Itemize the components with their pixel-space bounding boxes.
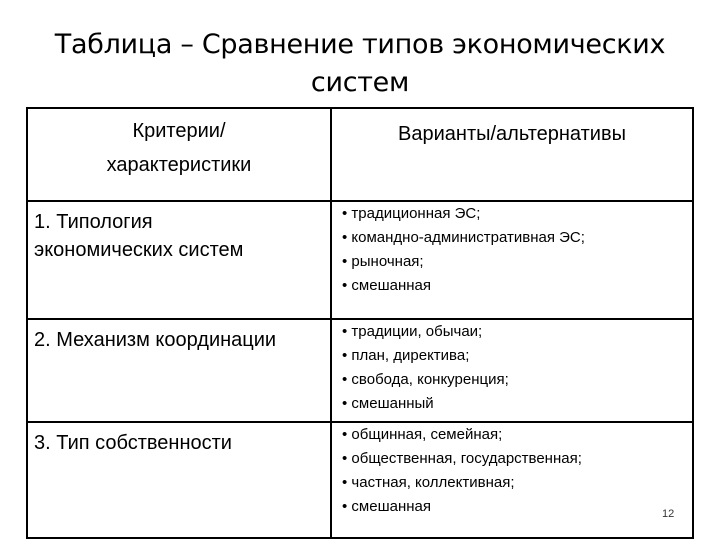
table-header-row — [27, 108, 693, 201]
list-item: • свобода, конкуренция; — [342, 368, 688, 392]
list-item: • смешанный — [342, 392, 688, 416]
list-item: • смешанная — [342, 495, 688, 519]
criterion-line-1: 3. Тип собственности — [34, 432, 232, 454]
options-list — [342, 320, 688, 416]
page-number: 12 — [662, 508, 675, 520]
options-cell — [331, 201, 693, 319]
options-cell — [331, 319, 693, 422]
slide-title-line-2: систем — [310, 67, 410, 98]
criterion-line-1: 1. Типология — [34, 211, 153, 233]
options-cell — [331, 422, 693, 538]
list-item: • традиции, обычаи; — [342, 320, 688, 344]
criterion-cell — [27, 422, 331, 538]
criterion-line-1: 2. Механизм координации — [34, 329, 277, 351]
list-item: • традиционная ЭС; — [342, 202, 688, 226]
options-list — [342, 423, 688, 519]
criterion-line-2: экономических систем — [34, 239, 244, 261]
header-criteria — [27, 108, 331, 201]
header-criteria-line-1: Критерии/ — [132, 120, 226, 142]
list-item: • частная, коллективная; — [342, 471, 688, 495]
comparison-table — [26, 107, 694, 539]
table-row — [27, 201, 693, 319]
header-criteria-line-2: характеристики — [106, 154, 252, 176]
list-item: • план, директива; — [342, 344, 688, 368]
list-item: • общественная, государственная; — [342, 447, 688, 471]
header-variants: Варианты/альтернативы — [331, 108, 693, 201]
list-item: • рыночная; — [342, 250, 688, 274]
list-item: • командно-административная ЭС; — [342, 226, 688, 250]
slide-title-line-1: Таблица – Сравнение типов экономических — [54, 29, 666, 60]
criterion-cell — [27, 319, 331, 422]
table-row — [27, 422, 693, 538]
slide-title — [20, 26, 700, 102]
list-item: • общинная, семейная; — [342, 423, 688, 447]
table-row — [27, 319, 693, 422]
list-item: • смешанная — [342, 274, 688, 298]
criterion-cell — [27, 201, 331, 319]
options-list — [342, 202, 688, 298]
